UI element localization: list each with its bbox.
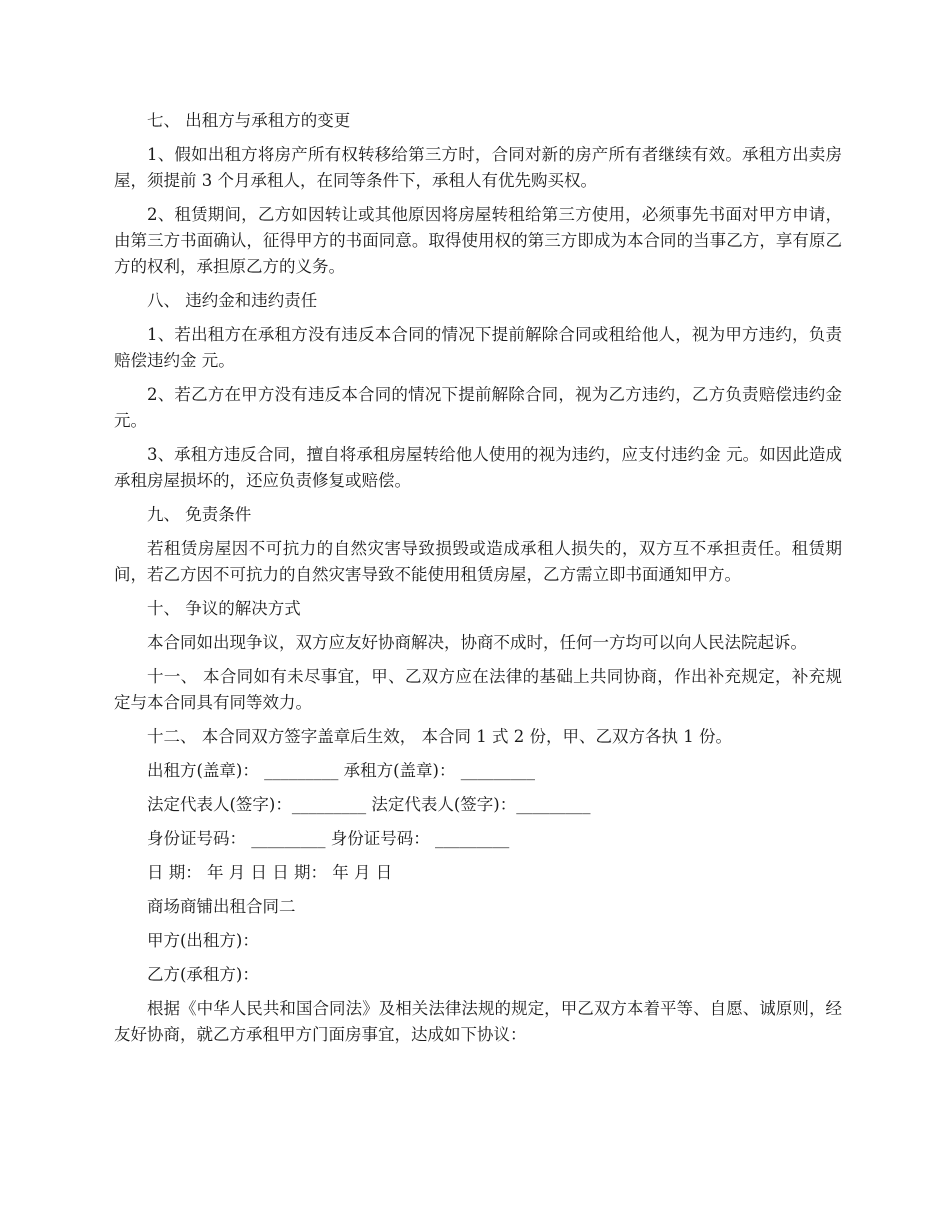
contract-two-preamble: 根据《中华人民共和国合同法》及相关法律法规的规定，甲乙双方本着平等、自愿、诚原则，经友好协商，就乙方承租甲方门面房事宜，达成如下协议： [114,999,842,1044]
party-a-label: 甲方(出租方)： [147,931,259,950]
document-body [114,108,848,1056]
section-heading-9: 九、 免责条件 [147,505,252,524]
paragraph-8-1: 1、若出租方在承租方没有违反本合同的情况下提前解除合同或租给他人，视为甲方违约，负责赔偿违约金 元。 [114,325,842,370]
paragraph-11: 十一、 本合同如有未尽事宜，甲、乙双方应在法律的基础上共同协商，作出补充规定，补充规定与本合同具有同等效力。 [114,667,842,712]
paragraph-10: 本合同如出现争议，双方应友好协商解决，协商不成时，任何一方均可以向人民法院起诉。 [147,633,807,652]
section-heading-8: 八、 违约金和违约责任 [147,291,318,310]
paragraph-8-2: 2、若乙方在甲方没有违反本合同的情况下提前解除合同，视为乙方违约，乙方负责赔偿违约金 元。 [114,385,848,430]
signature-line-date: 日 期： 年 月 日 日 期： 年 月 日 [147,863,393,882]
party-b-label: 乙方(承租方)： [147,965,259,984]
section-heading-7: 七、 出租方与承租方的变更 [147,111,351,130]
signature-line-seal: 出租方(盖章)： _________ 承租方(盖章)： _________ [147,761,535,780]
paragraph-9: 若租赁房屋因不可抗力的自然灾害导致损毁或造成承租人损失的，双方互不承担责任。租赁期间，若乙方因不可抗力的自然灾害导致不能使用租赁房屋，乙方需立即书面通知甲方。 [114,539,842,584]
signature-line-id-number: 身份证号码： _________ 身份证号码： _________ [147,829,510,848]
signature-line-representative: 法定代表人(签字)：_________ 法定代表人(签字)：_________ [147,795,591,814]
paragraph-7-2: 2、租赁期间，乙方如因转让或其他原因将房屋转租给第三方使用，必须事先书面对甲方申请，由第三方书面确认，征得甲方的书面同意。取得使用权的第三方即成为本合同的当事乙方，享有原乙方的权利，承担原乙方的义务。 [114,205,842,276]
paragraph-8-3: 3、承租方违反合同，擅自将承租房屋转给他人使用的视为违约，应支付违约金 元。如因此造成承租房屋损坏的，还应负责修复或赔偿。 [114,445,842,490]
section-heading-10: 十、 争议的解决方式 [147,599,301,618]
contract-two-title: 商场商铺出租合同二 [147,897,296,916]
paragraph-12: 十二、 本合同双方签字盖章后生效， 本合同 1 式 2 份，甲、乙双方各执 1 份。 [147,727,732,746]
paragraph-7-1: 1、假如出租方将房产所有权转移给第三方时，合同对新的房产所有者继续有效。承租方出卖房屋，须提前 3 个月承租人，在同等条件下，承租人有优先购买权。 [114,145,842,190]
